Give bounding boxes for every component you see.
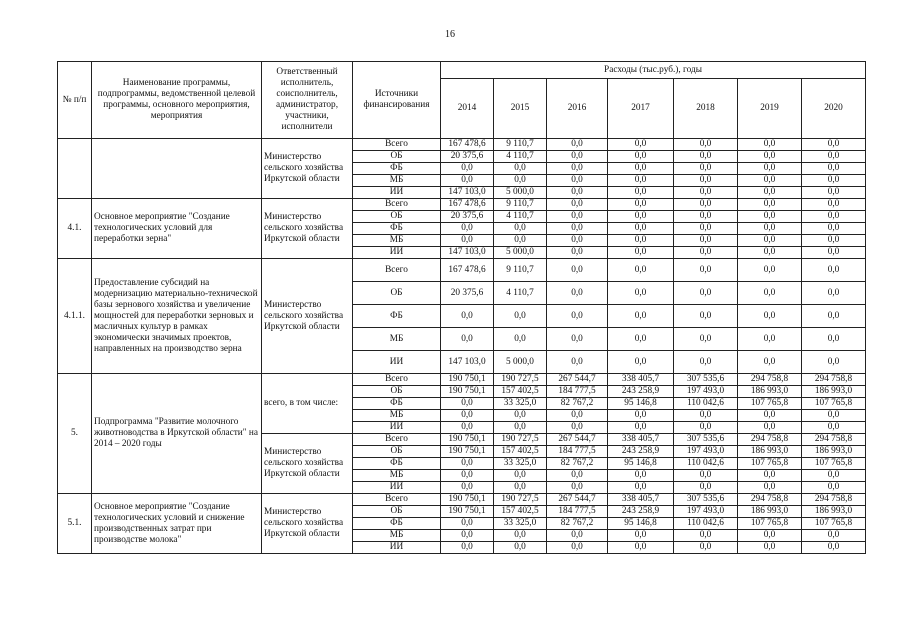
expense-value: 107 765,8 [802,458,866,470]
expense-value: 0,0 [802,530,866,542]
expense-value: 167 478,6 [441,199,494,211]
funding-source: МБ [353,175,441,187]
expense-value: 0,0 [738,151,802,163]
expense-value: 0,0 [608,410,674,422]
expense-value: 0,0 [547,422,608,434]
expense-value: 33 325,0 [494,458,547,470]
expense-value: 0,0 [674,282,738,305]
expense-value: 0,0 [441,482,494,494]
funding-source: ИИ [353,351,441,374]
table-body [58,139,866,554]
expense-value: 0,0 [547,175,608,187]
expense-value: 0,0 [608,482,674,494]
expense-value: 110 042,6 [674,518,738,530]
program-name: Основное мероприятие "Создание технологических условий для переработки зерна" [92,199,262,259]
expense-value: 184 777,5 [547,506,608,518]
funding-source: Всего [353,139,441,151]
expense-value: 0,0 [608,163,674,175]
expense-value: 0,0 [608,247,674,259]
header-year: 2018 [674,79,738,139]
expense-value: 110 042,6 [674,398,738,410]
responsible-party: Министерство сельского хозяйства Иркутской области [262,139,353,199]
expense-value: 157 402,5 [494,446,547,458]
expense-value: 0,0 [441,422,494,434]
expense-value: 190 750,1 [441,374,494,386]
funding-source: ОБ [353,211,441,223]
expense-value: 0,0 [738,235,802,247]
expense-value: 267 544,7 [547,374,608,386]
table-row [58,139,866,151]
expense-value: 243 258,9 [608,386,674,398]
expense-value: 0,0 [608,187,674,199]
row-number [58,139,92,199]
expense-value: 190 750,1 [441,434,494,446]
expense-value: 0,0 [441,398,494,410]
expense-value: 95 146,8 [608,398,674,410]
expense-value: 338 405,7 [608,374,674,386]
expense-value: 0,0 [738,259,802,282]
expense-value: 0,0 [674,470,738,482]
expense-value: 0,0 [674,223,738,235]
expense-value: 0,0 [674,530,738,542]
expense-value: 147 103,0 [441,247,494,259]
header-year: 2020 [802,79,866,139]
expense-value: 0,0 [674,410,738,422]
expense-value: 0,0 [547,470,608,482]
expense-value: 0,0 [494,422,547,434]
expense-value: 4 110,7 [494,211,547,223]
expense-value: 0,0 [547,163,608,175]
expense-value: 0,0 [547,259,608,282]
expense-value: 0,0 [674,247,738,259]
expense-value: 5 000,0 [494,247,547,259]
funding-source: ИИ [353,247,441,259]
expense-value: 0,0 [547,305,608,328]
expense-value: 107 765,8 [738,458,802,470]
expense-value: 186 993,0 [802,446,866,458]
expense-value: 0,0 [441,175,494,187]
expense-value: 0,0 [441,305,494,328]
expense-value: 0,0 [608,175,674,187]
expense-value: 0,0 [494,530,547,542]
expense-value: 0,0 [802,187,866,199]
expense-value: 0,0 [802,542,866,554]
expense-value: 95 146,8 [608,518,674,530]
expense-value: 0,0 [738,199,802,211]
expense-value: 0,0 [441,235,494,247]
row-number: 4.1.1. [58,259,92,374]
program-name [92,139,262,199]
expense-value: 0,0 [802,482,866,494]
expense-value: 33 325,0 [494,398,547,410]
funding-source: ФБ [353,458,441,470]
expense-value: 0,0 [547,139,608,151]
expense-value: 0,0 [802,211,866,223]
program-name: Предоставление субсидий на модернизацию материально-технической базы зернового хозяйства и увеличение мощностей для переработки зерновых и масличных культур в рамках экономически значимых проектов, направленных на производство зерна [92,259,262,374]
expense-value: 0,0 [441,223,494,235]
expense-value: 0,0 [738,542,802,554]
responsible-party: Министерство сельского хозяйства Иркутской области [262,434,353,494]
funding-source: ФБ [353,305,441,328]
expense-value: 0,0 [494,305,547,328]
expense-value: 186 993,0 [802,386,866,398]
expense-value: 0,0 [608,530,674,542]
responsible-party: Министерство сельского хозяйства Иркутской области [262,259,353,374]
expense-value: 0,0 [738,305,802,328]
expense-value: 33 325,0 [494,518,547,530]
expense-value: 0,0 [547,151,608,163]
funding-source: ОБ [353,282,441,305]
header-year: 2015 [494,79,547,139]
expense-value: 0,0 [547,223,608,235]
expense-value: 294 758,8 [802,494,866,506]
expense-value: 0,0 [494,175,547,187]
expense-value: 107 765,8 [802,398,866,410]
expense-value: 197 493,0 [674,506,738,518]
expense-value: 0,0 [608,328,674,351]
expense-value: 0,0 [608,199,674,211]
expense-value: 0,0 [802,422,866,434]
expense-value: 294 758,8 [802,374,866,386]
expense-value: 197 493,0 [674,446,738,458]
expense-value: 186 993,0 [738,506,802,518]
expense-value: 0,0 [441,470,494,482]
expense-value: 4 110,7 [494,151,547,163]
expense-value: 0,0 [738,482,802,494]
expense-value: 0,0 [608,470,674,482]
expense-value: 0,0 [547,482,608,494]
expense-value: 338 405,7 [608,494,674,506]
expense-value: 0,0 [547,542,608,554]
expense-value: 338 405,7 [608,434,674,446]
expense-value: 167 478,6 [441,259,494,282]
expense-value: 0,0 [738,351,802,374]
expense-value: 0,0 [674,175,738,187]
expense-value: 0,0 [738,328,802,351]
expense-value: 307 535,6 [674,434,738,446]
expense-value: 5 000,0 [494,351,547,374]
responsible-party: Министерство сельского хозяйства Иркутской области [262,199,353,259]
expense-value: 0,0 [441,163,494,175]
expense-value: 0,0 [802,175,866,187]
funding-source: Всего [353,494,441,506]
row-number: 5.1. [58,494,92,554]
expense-value: 0,0 [802,410,866,422]
funding-source: ИИ [353,422,441,434]
funding-source: ИИ [353,187,441,199]
expense-value: 0,0 [802,235,866,247]
header-year: 2016 [547,79,608,139]
expense-value: 0,0 [802,259,866,282]
expense-value: 0,0 [674,151,738,163]
funding-source: ОБ [353,506,441,518]
expense-value: 0,0 [674,139,738,151]
expense-value: 0,0 [608,351,674,374]
funding-source: ОБ [353,446,441,458]
expense-value: 190 750,1 [441,386,494,398]
header-name: Наименование программы, подпрограммы, ведомственной целевой программы, основного мероприятия, мероприятия [92,62,262,139]
expense-value: 0,0 [738,175,802,187]
expense-value: 243 258,9 [608,446,674,458]
table-row [58,259,866,282]
expense-value: 294 758,8 [802,434,866,446]
responsible-party: всего, в том числе: [262,374,353,434]
funding-source: ФБ [353,518,441,530]
expense-value: 0,0 [608,211,674,223]
expense-value: 267 544,7 [547,434,608,446]
expense-value: 294 758,8 [738,434,802,446]
expense-value: 190 750,1 [441,494,494,506]
header-responsible: Ответственный исполнитель, соисполнитель, администратор, участники, исполнители [262,62,353,139]
expense-value: 0,0 [608,259,674,282]
expense-value: 0,0 [494,328,547,351]
table-row [58,494,866,506]
expense-value: 0,0 [494,470,547,482]
expense-value: 294 758,8 [738,494,802,506]
expense-value: 197 493,0 [674,386,738,398]
expense-value: 294 758,8 [738,374,802,386]
header-year: 2017 [608,79,674,139]
expense-value: 0,0 [802,351,866,374]
expense-value: 0,0 [674,211,738,223]
expense-value: 190 750,1 [441,446,494,458]
funding-source: Всего [353,199,441,211]
expense-value: 186 993,0 [738,386,802,398]
expense-value: 157 402,5 [494,506,547,518]
expense-value: 0,0 [738,282,802,305]
expense-value: 0,0 [441,518,494,530]
expense-value: 0,0 [674,351,738,374]
expense-value: 20 375,6 [441,282,494,305]
funding-source: ФБ [353,398,441,410]
funding-source: МБ [353,235,441,247]
funding-source: ОБ [353,386,441,398]
expense-value: 5 000,0 [494,187,547,199]
expense-value: 0,0 [802,139,866,151]
expense-value: 107 765,8 [738,398,802,410]
expense-value: 0,0 [494,163,547,175]
expense-value: 0,0 [441,328,494,351]
expense-value: 307 535,6 [674,494,738,506]
funding-source: МБ [353,410,441,422]
expense-value: 0,0 [494,235,547,247]
expense-value: 267 544,7 [547,494,608,506]
expense-value: 82 767,2 [547,458,608,470]
expense-value: 0,0 [674,422,738,434]
expense-value: 0,0 [608,305,674,328]
funding-source: МБ [353,530,441,542]
expense-value: 0,0 [674,542,738,554]
program-name: Подпрограмма "Развитие молочного животноводства в Иркутской области" на 2014 – 2020 годы [92,374,262,494]
expense-value: 0,0 [674,199,738,211]
expense-value: 0,0 [738,223,802,235]
expense-value: 107 765,8 [738,518,802,530]
expense-value: 167 478,6 [441,139,494,151]
expense-value: 0,0 [674,482,738,494]
expense-value: 0,0 [674,328,738,351]
expense-value: 186 993,0 [802,506,866,518]
expense-value: 157 402,5 [494,386,547,398]
expense-value: 0,0 [608,282,674,305]
expense-value: 0,0 [802,282,866,305]
expense-value: 0,0 [802,328,866,351]
expense-value: 95 146,8 [608,458,674,470]
expense-value: 0,0 [674,259,738,282]
expense-value: 0,0 [441,458,494,470]
expense-value: 9 110,7 [494,139,547,151]
expense-value: 0,0 [674,187,738,199]
expense-value: 0,0 [608,422,674,434]
funding-source: ИИ [353,482,441,494]
expense-value: 243 258,9 [608,506,674,518]
expense-value: 0,0 [802,151,866,163]
expense-value: 0,0 [441,530,494,542]
expense-value: 147 103,0 [441,351,494,374]
responsible-party: Министерство сельского хозяйства Иркутской области [262,494,353,554]
expense-value: 190 750,1 [441,506,494,518]
expense-value: 0,0 [802,163,866,175]
expense-value: 0,0 [738,163,802,175]
expense-value: 20 375,6 [441,151,494,163]
expense-value: 0,0 [802,247,866,259]
expense-value: 107 765,8 [802,518,866,530]
funding-source: Всего [353,434,441,446]
funding-source: ФБ [353,223,441,235]
expense-value: 307 535,6 [674,374,738,386]
expense-value: 9 110,7 [494,259,547,282]
funding-source: ИИ [353,542,441,554]
expense-value: 82 767,2 [547,398,608,410]
expense-value: 0,0 [494,482,547,494]
expense-value: 9 110,7 [494,199,547,211]
expense-value: 0,0 [738,470,802,482]
header-expenses: Расходы (тыс.руб.), годы [441,62,866,79]
expense-value: 0,0 [547,235,608,247]
expense-value: 147 103,0 [441,187,494,199]
expense-value: 0,0 [674,163,738,175]
expense-value: 0,0 [547,351,608,374]
expense-value: 0,0 [441,542,494,554]
expense-value: 190 727,5 [494,374,547,386]
expense-value: 0,0 [547,530,608,542]
expense-value: 0,0 [738,422,802,434]
expense-value: 82 767,2 [547,518,608,530]
expense-value: 186 993,0 [738,446,802,458]
budget-table [57,61,866,554]
funding-source: ФБ [353,163,441,175]
expense-value: 190 727,5 [494,494,547,506]
expense-value: 0,0 [608,542,674,554]
funding-source: Всего [353,374,441,386]
row-number: 5. [58,374,92,494]
expense-value: 0,0 [738,410,802,422]
header-source: Источники финансирования [353,62,441,139]
expense-value: 0,0 [802,199,866,211]
funding-source: Всего [353,259,441,282]
header-num: № п/п [58,62,92,139]
expense-value: 0,0 [547,211,608,223]
program-name: Основное мероприятие "Создание технологических условий и снижение производственных затрат при производстве молока" [92,494,262,554]
table-row [58,199,866,211]
expense-value: 4 110,7 [494,282,547,305]
page-number: 16 [445,29,455,40]
expense-value: 0,0 [738,530,802,542]
expense-value: 20 375,6 [441,211,494,223]
funding-source: МБ [353,470,441,482]
row-number: 4.1. [58,199,92,259]
expense-value: 190 727,5 [494,434,547,446]
expense-value: 0,0 [674,305,738,328]
header-year: 2019 [738,79,802,139]
expense-value: 0,0 [802,305,866,328]
expense-value: 0,0 [547,328,608,351]
expense-value: 0,0 [547,187,608,199]
expense-value: 184 777,5 [547,386,608,398]
expense-value: 0,0 [494,410,547,422]
header-year: 2014 [441,79,494,139]
expense-value: 0,0 [441,410,494,422]
expense-value: 0,0 [738,139,802,151]
expense-value: 0,0 [738,211,802,223]
table-row [58,374,866,386]
expense-value: 0,0 [608,235,674,247]
expense-value: 184 777,5 [547,446,608,458]
expense-value: 110 042,6 [674,458,738,470]
expense-value: 0,0 [608,139,674,151]
expense-value: 0,0 [547,282,608,305]
expense-value: 0,0 [802,470,866,482]
expense-value: 0,0 [608,151,674,163]
expense-value: 0,0 [547,410,608,422]
expense-value: 0,0 [547,247,608,259]
funding-source: ОБ [353,151,441,163]
expense-value: 0,0 [738,187,802,199]
expense-value: 0,0 [738,247,802,259]
expense-value: 0,0 [547,199,608,211]
expense-value: 0,0 [674,235,738,247]
expense-value: 0,0 [494,223,547,235]
funding-source: МБ [353,328,441,351]
expense-value: 0,0 [494,542,547,554]
expense-value: 0,0 [802,223,866,235]
expense-value: 0,0 [608,223,674,235]
